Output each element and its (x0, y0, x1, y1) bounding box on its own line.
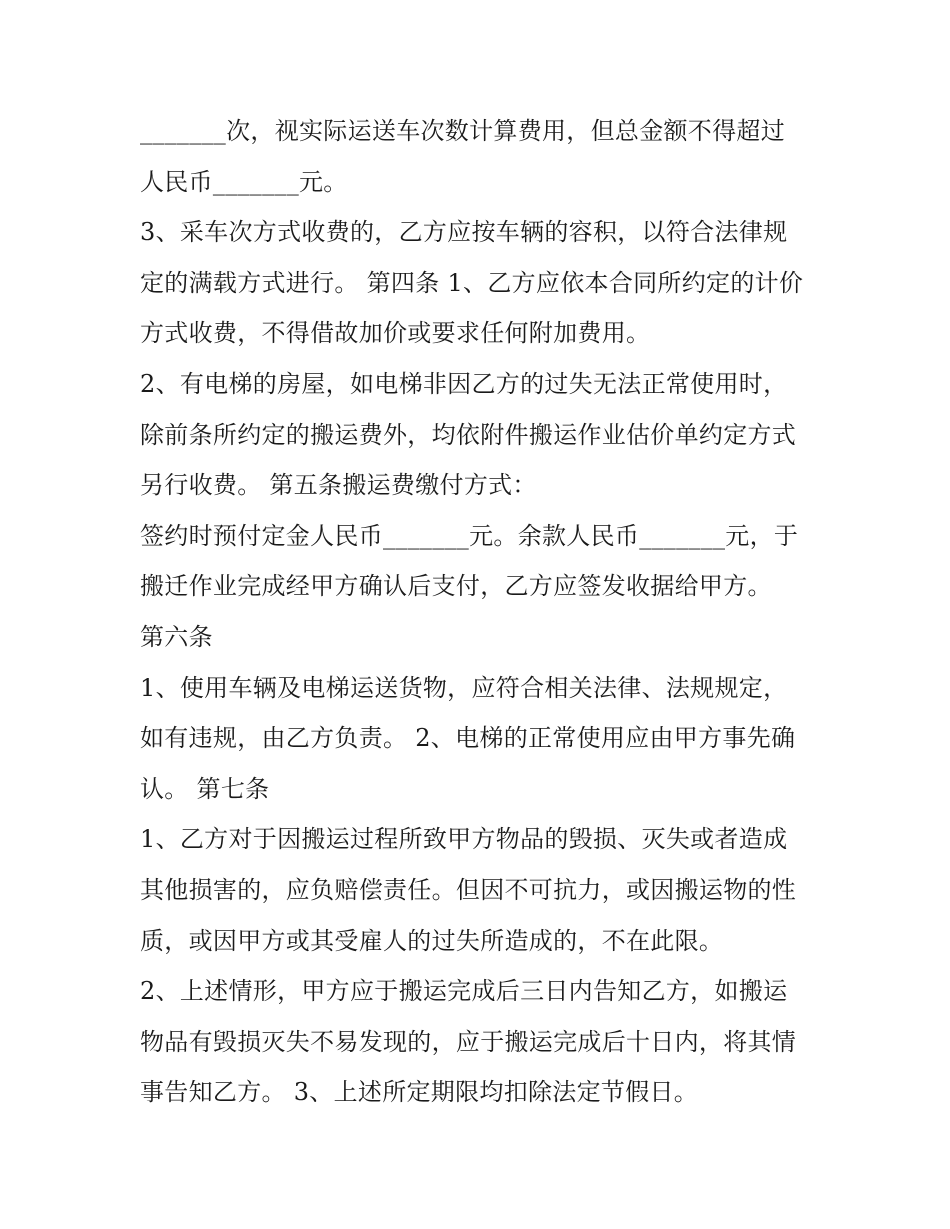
text-line: 3、采车次方式收费的，乙方应按车辆的容积，以符合法律规 (140, 218, 788, 247)
section-heading: 第六条 (140, 622, 213, 651)
text-line: 签约时预付定金人民币_______元。余款人民币_______元，于 (140, 521, 799, 550)
text-line: 2、上述情形，甲方应于搬运完成后三日内告知乙方，如搬运 (140, 977, 788, 1006)
contract-text (140, 106, 830, 1118)
text-line: 物品有毁损灭失不易发现的，应于搬运完成后十日内，将其情 (140, 1027, 797, 1056)
text-line: 1、使用车辆及电梯运送货物，应符合相关法律、法规规定， (140, 673, 788, 702)
text-line: 定的满载方式进行。 第四条 1、乙方应依本合同所约定的计价 (140, 268, 804, 297)
text-line: 1、乙方对于因搬运过程所致甲方物品的毁损、灭失或者造成 (140, 825, 788, 854)
text-line: 质，或因甲方或其受雇人的过失所造成的，不在此限。 (140, 926, 724, 955)
text-line: 2、有电梯的房屋，如电梯非因乙方的过失无法正常使用时， (140, 369, 788, 398)
text-line: 方式收费，不得借故加价或要求任何附加费用。 (140, 319, 651, 348)
text-line: 认。 第七条 (140, 774, 270, 803)
text-line: 另行收费。 第五条搬运费缴付方式： (140, 471, 537, 500)
text-line: 事告知乙方。 3、上述所定期限均扣除法定节假日。 (140, 1078, 699, 1107)
text-line: 人民币_______元。 (140, 167, 348, 196)
text-line: 搬迁作业完成经甲方确认后支付，乙方应签发收据给甲方。 (140, 572, 772, 601)
text-line: 除前条所约定的搬运费外，均依附件搬运作业估价单约定方式 (140, 420, 797, 449)
text-line: 其他损害的，应负赔偿责任。但因不可抗力，或因搬运物的性 (140, 875, 797, 904)
text-line: 如有违规，由乙方负责。 2、电梯的正常使用应由甲方事先确 (140, 724, 796, 753)
text-line: _______次，视实际运送车次数计算费用，但总金额不得超过 (140, 117, 785, 145)
